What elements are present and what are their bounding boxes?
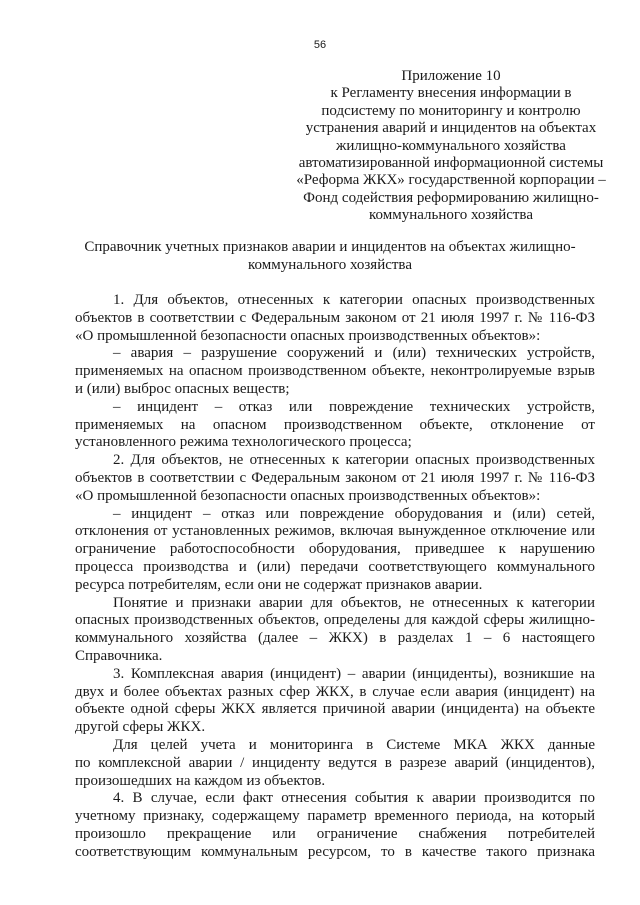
paragraph-line: объектов в соответствии с Федеральным законом от 21 июля 1997 г. № 116-ФЗ — [75, 469, 595, 486]
document-body — [75, 292, 595, 862]
appendix-line: коммунального хозяйства — [369, 207, 533, 224]
paragraph-line: произошедших на каждом из объектов. — [75, 772, 326, 789]
paragraph-line: ограничение работоспособности оборудования, приведшее к нарушению — [75, 541, 595, 558]
document-title — [70, 238, 590, 274]
paragraph-line: соответствующим коммунальным ресурсом, то в качестве такого признака — [75, 843, 595, 860]
paragraph-line: применяемых на опасном производственном объекте, отклонение от — [75, 416, 595, 433]
paragraph-line: коммунального хозяйства (далее – ЖКХ) в разделах 1 – 6 настоящего — [75, 630, 595, 647]
paragraph-line: и (или) выброс опасных веществ; — [75, 380, 290, 397]
page-number: 56 — [313, 39, 327, 51]
paragraph-line: объекте одной сферы ЖКХ является причиной аварии (инцидента) на объекте — [75, 701, 595, 718]
appendix-line: Фонд содействия реформированию жилищно- — [303, 189, 599, 206]
appendix-line: Приложение 10 — [401, 68, 501, 84]
appendix-line: к Регламенту внесения информации в — [330, 85, 572, 102]
paragraph-line: Для целей учета и мониторинга в Системе МКА ЖКХ данные — [113, 736, 595, 753]
paragraph-line: процесса производства и (или) передачи соответствующего коммунального — [75, 558, 595, 575]
title-line: коммунального хозяйства — [248, 257, 412, 273]
paragraph-line: применяемых на опасном производственном объекте, неконтролируемые взрыв — [75, 363, 595, 380]
appendix-line: жилищно-коммунального хозяйства — [336, 137, 566, 154]
paragraph-line: 4. В случае, если факт отнесения события к аварии производится по — [113, 790, 595, 807]
paragraph-line: – авария – разрушение сооружений и (или) технических устройств, — [113, 345, 595, 362]
paragraph-line: произошло прекращение или ограничение снабжения потребителей — [75, 825, 595, 842]
paragraph-line: 1. Для объектов, отнесенных к категории опасных производственных — [113, 292, 595, 308]
paragraph-line: Справочника. — [75, 647, 163, 664]
appendix-line: устранения аварий и инцидентов на объектах — [305, 120, 597, 137]
paragraph-line: «О промышленной безопасности опасных производственных объектов»: — [75, 327, 541, 344]
paragraph-line: Понятие и признаки аварии для объектов, не отнесенных к категории — [113, 594, 595, 611]
paragraph-line: двух и более объектах разных сфер ЖКХ, в случае если авария (инцидент) на — [75, 683, 595, 700]
paragraph-line: установленного режима технологического процесса; — [75, 434, 412, 451]
appendix-line: подсистему по мониторингу и контролю — [321, 102, 581, 119]
paragraph-line: объектов в соответствии с Федеральным законом от 21 июля 1997 г. № 116-ФЗ — [75, 309, 595, 326]
appendix-header — [295, 68, 607, 225]
paragraph-line: ресурса потребителям, если они не содержат признаков аварии. — [75, 576, 483, 593]
paragraph-line: – инцидент – отказ или повреждение технических устройств, — [113, 398, 595, 415]
appendix-line: «Реформа ЖКХ» государственной корпорации – — [296, 172, 606, 189]
paragraph-line: по комплексной аварии / инциденту ведутся в разрезе аварий (инцидентов), — [75, 754, 595, 771]
title-line: Справочник учетных признаков аварии и инцидентов на объектах жилищно- — [84, 239, 576, 255]
paragraph-line: – инцидент – отказ или повреждение оборудования и (или) сетей, — [113, 505, 595, 522]
paragraph-line: отклонения от установленных режимов, включая вынужденное отключение или — [75, 523, 595, 540]
paragraph-line: 2. Для объектов, не отнесенных к категории опасных производственных — [113, 452, 595, 469]
appendix-line: автоматизированной информационной системы — [298, 155, 604, 172]
paragraph-line: учетному признаку, содержащему параметр временного периода, на который — [75, 808, 595, 825]
paragraph-line: опасных производственных объектов, определены для каждой сферы жилищно- — [75, 612, 595, 629]
paragraph-line: 3. Комплексная авария (инцидент) – аварии (инциденты), возникшие на — [113, 665, 595, 682]
paragraph-line: другой сферы ЖКХ. — [75, 719, 206, 736]
paragraph-line: «О промышленной безопасности опасных производственных объектов»: — [75, 487, 541, 504]
